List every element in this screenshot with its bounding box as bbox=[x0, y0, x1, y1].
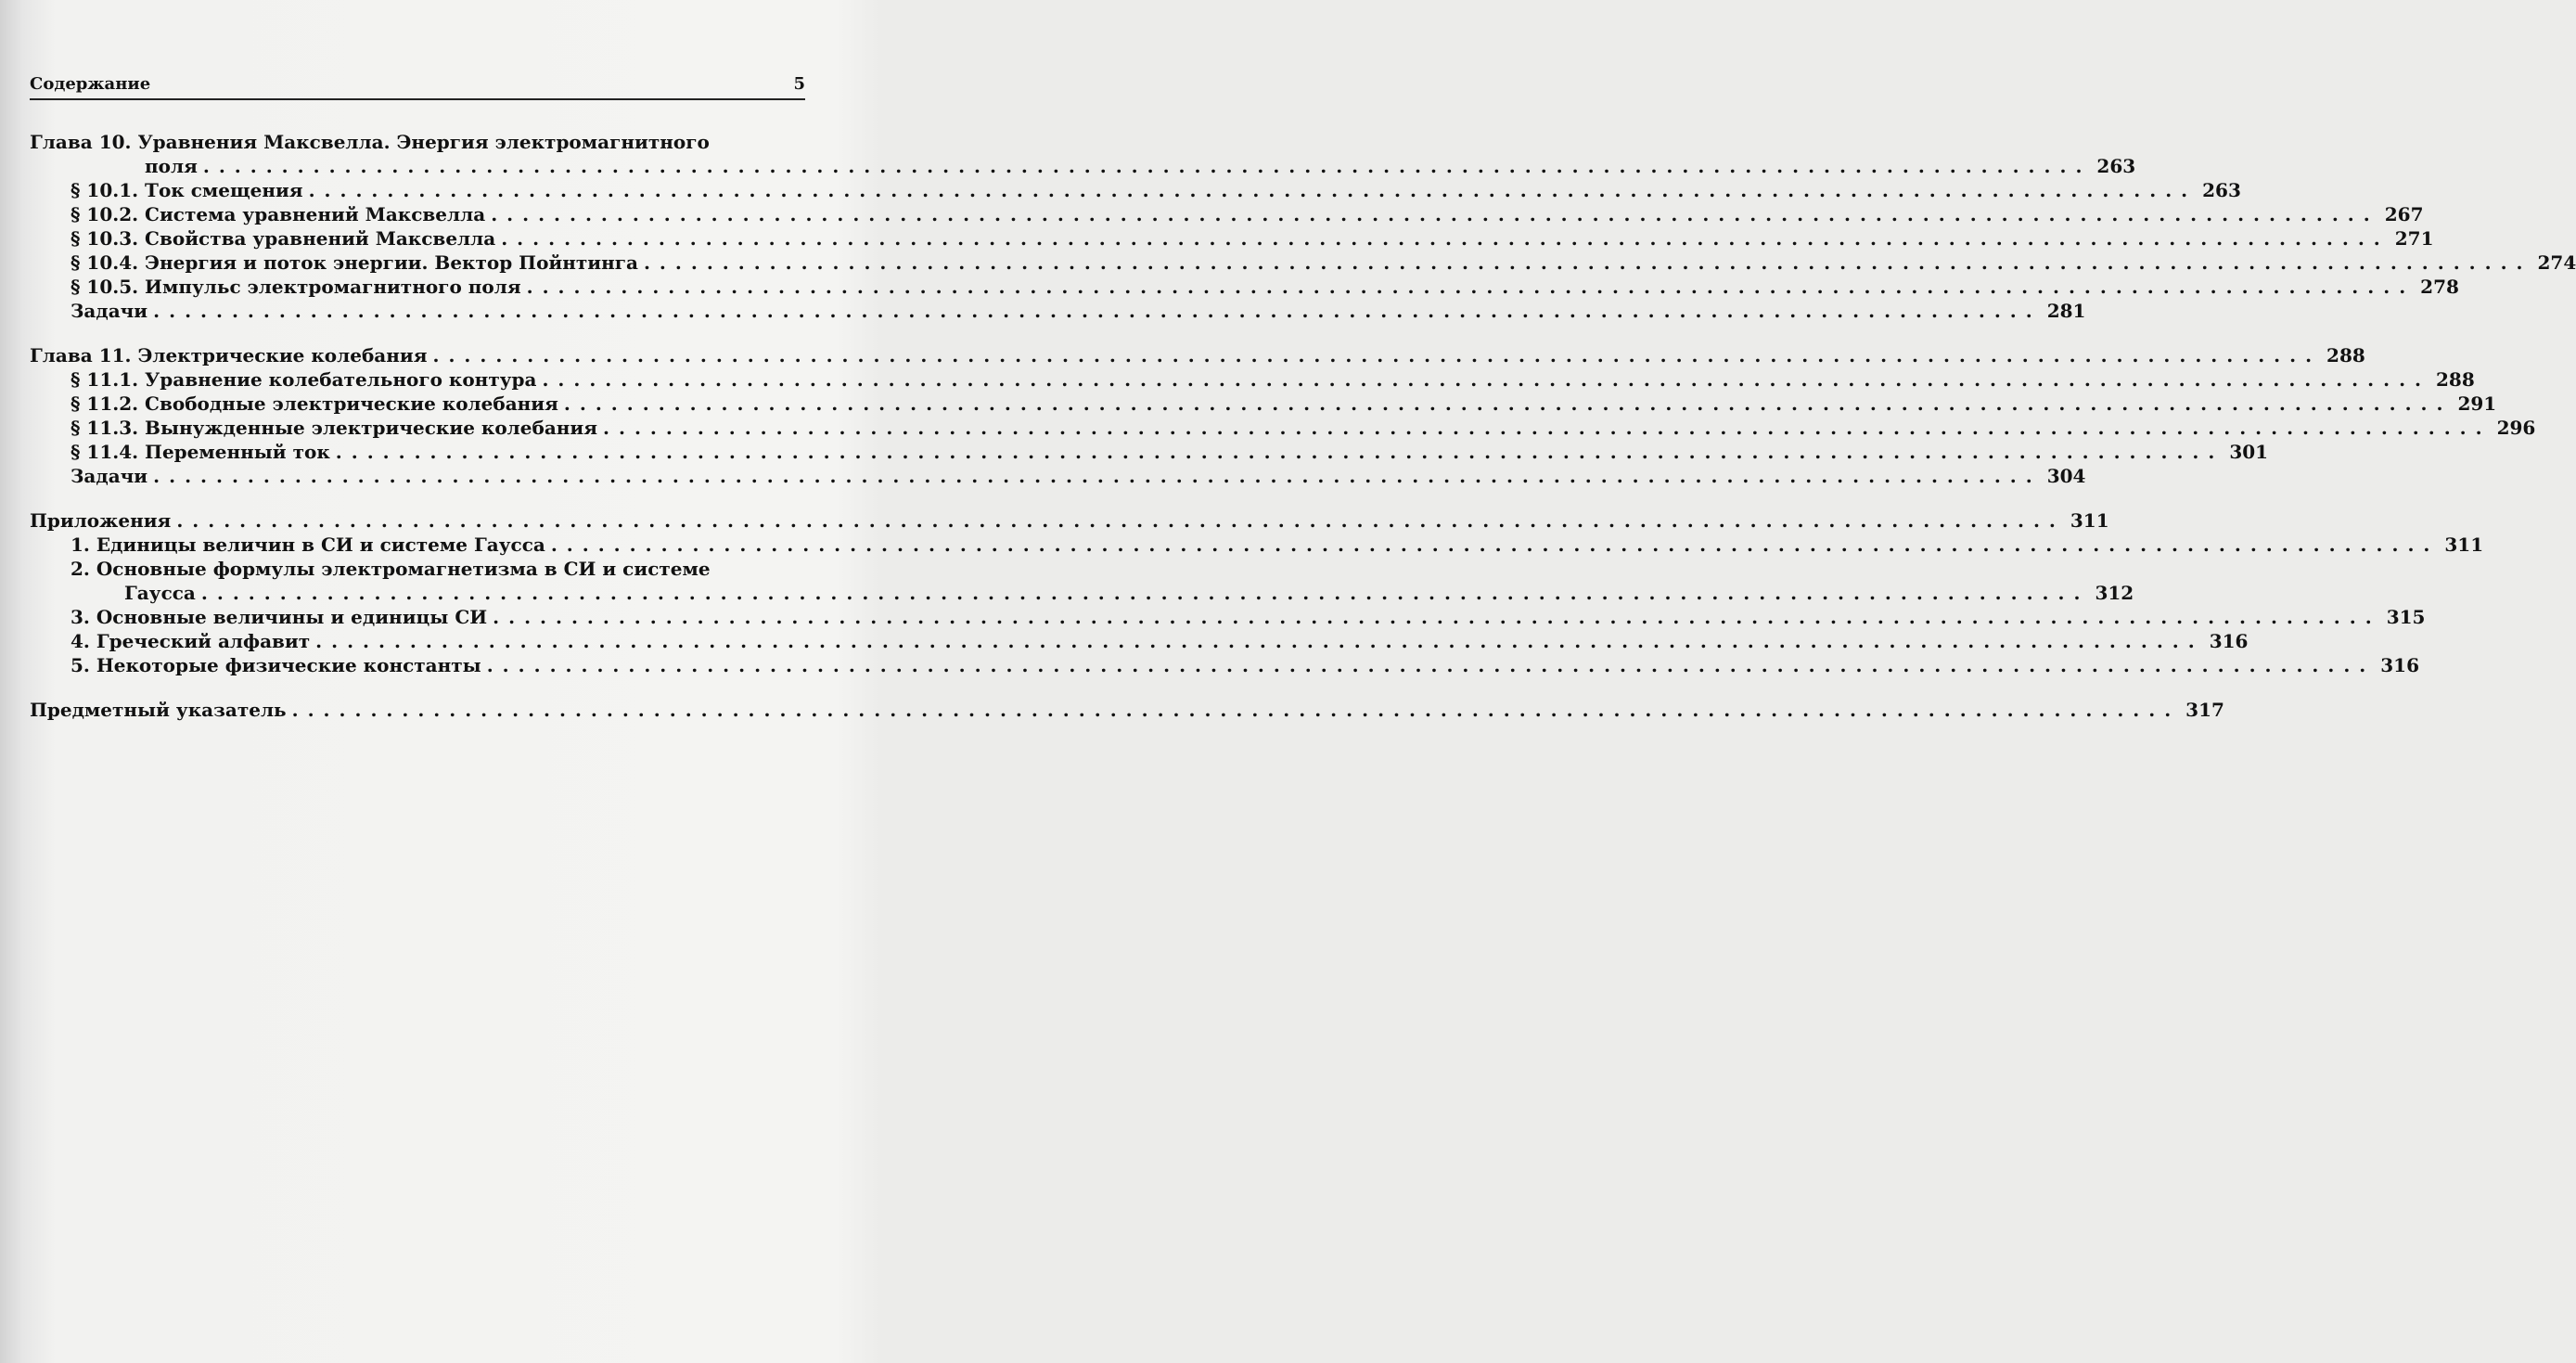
toc-entry-label: § 11.1. Уравнение колебательного контура bbox=[70, 368, 537, 391]
toc-entry-label: Задачи bbox=[70, 300, 148, 322]
leader-dots: ........................................................................................................................ bbox=[315, 630, 2204, 652]
toc-entry-label: Задачи bbox=[70, 465, 148, 487]
index-page: 317 bbox=[2185, 699, 2224, 721]
leader-dots: ........................................................................................................................ bbox=[176, 509, 2065, 532]
toc-entry-page: 274 bbox=[2537, 251, 2576, 274]
running-header-title: Содержание bbox=[30, 74, 151, 94]
toc-entry[interactable] bbox=[30, 653, 2420, 677]
toc-entry-label: 4. Греческий алфавит bbox=[70, 630, 311, 652]
toc-entry-page: 296 bbox=[2496, 417, 2536, 439]
leader-dots: ........................................................................................................................ bbox=[202, 155, 2092, 177]
toc-entry[interactable] bbox=[30, 440, 2269, 464]
leader-dots: ........................................................................................................................ bbox=[153, 300, 2042, 322]
toc-entry[interactable] bbox=[30, 367, 2475, 392]
toc-entry-page: 311 bbox=[2444, 534, 2484, 556]
index-title: Предметный указатель bbox=[30, 699, 287, 721]
leader-dots: ........................................................................................................................ bbox=[542, 368, 2430, 391]
toc-entry-page: 291 bbox=[2457, 392, 2497, 415]
appendix-title: Приложения bbox=[30, 509, 172, 532]
leader-dots: ........................................................................................................................ bbox=[643, 251, 2532, 274]
toc-entry-page: 316 bbox=[2209, 630, 2249, 652]
toc-entry[interactable] bbox=[30, 605, 2426, 629]
toc-entry-label: § 11.2. Свободные электрические колебания bbox=[70, 392, 558, 415]
toc-entry-page: 267 bbox=[2384, 203, 2424, 225]
toc-entry-label: § 11.4. Переменный ток bbox=[70, 441, 330, 463]
toc-entry-page: 312 bbox=[2095, 582, 2134, 604]
chapter-10-entry[interactable] bbox=[30, 154, 2136, 178]
running-header bbox=[30, 72, 805, 100]
leader-dots: ........................................................................................................................ bbox=[550, 534, 2440, 556]
chapter-10-title-line2: поля bbox=[145, 155, 198, 177]
toc-entry[interactable] bbox=[30, 581, 2134, 605]
toc-entry-label: 5. Некоторые физические константы bbox=[70, 654, 481, 676]
index-entry[interactable] bbox=[30, 698, 2224, 722]
toc-entry[interactable] bbox=[30, 416, 2536, 440]
leader-dots: ........................................................................................................................ bbox=[200, 582, 2090, 604]
toc-entry[interactable] bbox=[30, 251, 2576, 275]
page-number: 5 bbox=[793, 74, 805, 94]
leader-dots: ........................................................................................................................ bbox=[486, 654, 2376, 676]
toc-entry[interactable] bbox=[30, 629, 2249, 653]
toc-entry-label: § 10.2. Система уравнений Максвелла bbox=[70, 203, 486, 225]
toc-entry-page: 316 bbox=[2380, 654, 2420, 676]
toc-entry-page: 263 bbox=[2202, 179, 2241, 201]
toc-entry-label: § 10.3. Свойства уравнений Максвелла bbox=[70, 227, 496, 250]
toc-entry-label: § 10.1. Ток смещения bbox=[70, 179, 303, 201]
leader-dots: ........................................................................................................................ bbox=[491, 203, 2379, 225]
leader-dots: ........................................................................................................................ bbox=[153, 465, 2042, 487]
appendix-page: 311 bbox=[2070, 509, 2109, 532]
leader-dots: ........................................................................................................................ bbox=[526, 276, 2416, 298]
leader-dots: ........................................................................................................................ bbox=[335, 441, 2224, 463]
leader-dots: ........................................................................................................................ bbox=[603, 417, 2492, 439]
toc-entry[interactable] bbox=[30, 226, 2434, 251]
toc-entry-page: 315 bbox=[2386, 606, 2426, 628]
toc-entry-page: 288 bbox=[2436, 368, 2475, 391]
toc-entry[interactable] bbox=[30, 533, 2484, 557]
toc-entry-page: 301 bbox=[2229, 441, 2269, 463]
toc-entry[interactable] bbox=[30, 392, 2497, 416]
toc-entry-label: § 10.4. Энергия и поток энергии. Вектор Пойнтинга bbox=[70, 251, 638, 274]
toc-entry[interactable] bbox=[30, 202, 2424, 226]
chapter-11-title: Глава 11. Электрические колебания bbox=[30, 344, 428, 366]
toc-entry-label: 3. Основные величины и единицы СИ bbox=[70, 606, 488, 628]
toc-entry-page: 304 bbox=[2046, 465, 2086, 487]
toc-entry-label: § 10.5. Импульс электромагнитного поля bbox=[70, 276, 521, 298]
toc-entry-label: 1. Единицы величин в СИ и системе Гаусса bbox=[70, 534, 545, 556]
leader-dots: ........................................................................................................................ bbox=[563, 392, 2453, 415]
chapter-11-entry[interactable] bbox=[30, 343, 2365, 367]
toc-entry[interactable] bbox=[30, 178, 2241, 202]
chapter-10-page: 263 bbox=[2096, 155, 2136, 177]
chapter-10-title-line1: Глава 10. Уравнения Максвелла. Энергия электромагнитного bbox=[30, 131, 710, 153]
leader-dots: ........................................................................................................................ bbox=[432, 344, 2322, 366]
toc-entry-label: 2. Основные формулы электромагнетизма в СИ и системе bbox=[70, 558, 711, 580]
toc-entry-page: 278 bbox=[2420, 276, 2459, 298]
toc-entry-label: § 11.3. Вынужденные электрические колебания bbox=[70, 417, 598, 439]
leader-dots: ........................................................................................................................ bbox=[291, 699, 2181, 721]
toc-entry[interactable] bbox=[30, 464, 2086, 488]
toc-entry-continuation: Гаусса bbox=[124, 582, 196, 604]
toc-entry-page: 281 bbox=[2046, 300, 2086, 322]
toc-entry-page: 271 bbox=[2394, 227, 2434, 250]
leader-dots: ........................................................................................................................ bbox=[308, 179, 2198, 201]
table-of-contents bbox=[30, 130, 2576, 722]
appendix-entry[interactable] bbox=[30, 508, 2109, 533]
toc-entry[interactable] bbox=[30, 299, 2086, 323]
leader-dots: ........................................................................................................................ bbox=[501, 227, 2390, 250]
toc-entry[interactable] bbox=[30, 275, 2459, 299]
leader-dots: ........................................................................................................................ bbox=[493, 606, 2381, 628]
chapter-11-page: 288 bbox=[2326, 344, 2365, 366]
